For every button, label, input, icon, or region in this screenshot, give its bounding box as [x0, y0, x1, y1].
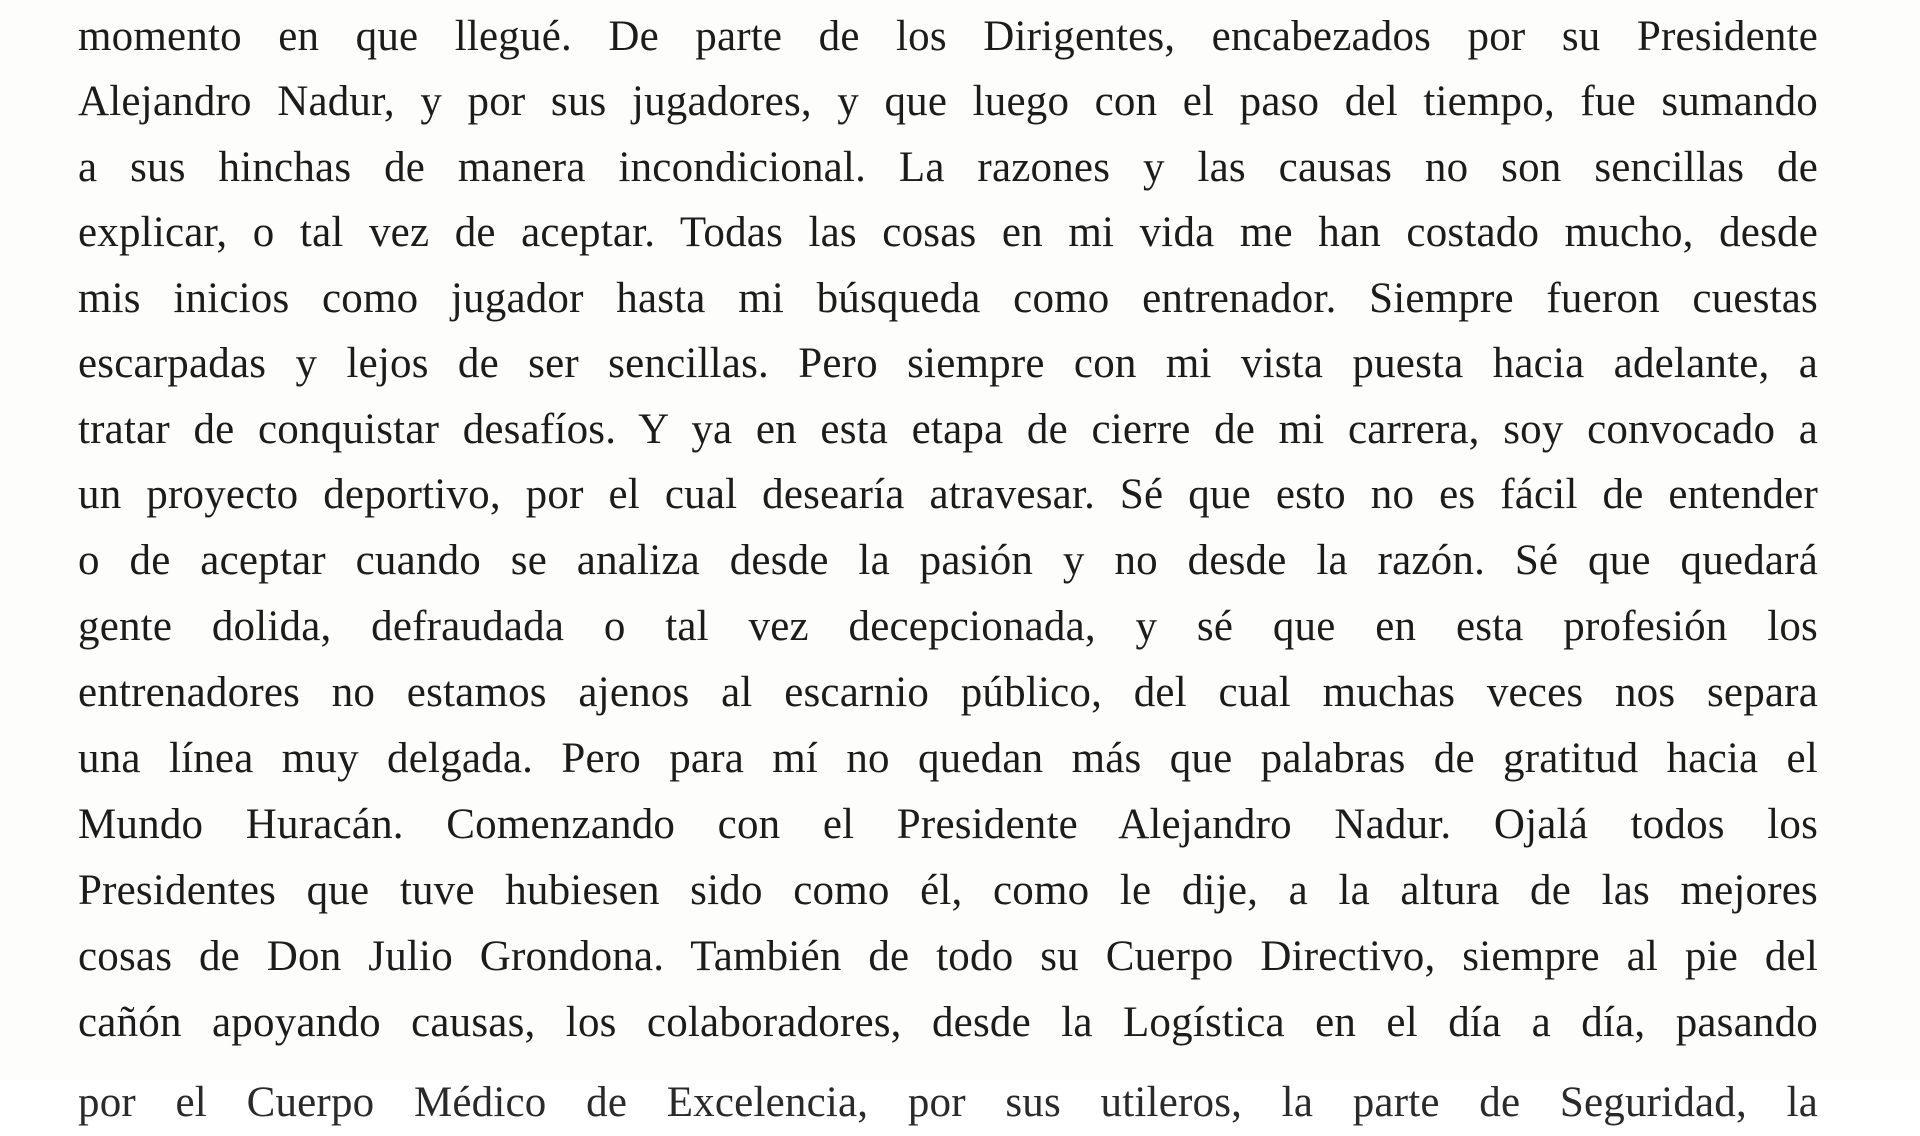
text-line: Presidentes que tuve hubiesen sido como él, como le dije, a la altura de las mejores — [78, 867, 1818, 914]
text-line-cut-off: por el Cuerpo Médico de Excelencia, por sus utileros, la parte de Seguridad, la — [78, 1079, 1818, 1126]
text-line: una línea muy delgada. Pero para mí no quedan más que palabras de gratitud hacia el — [78, 735, 1818, 782]
text-line: momento en que llegué. De parte de los Dirigentes, encabezados por su Presidente — [78, 13, 1818, 60]
letter-body — [78, 0, 1818, 1126]
text-line: a sus hinchas de manera incondicional. La razones y las causas no son sencillas de — [78, 144, 1818, 191]
text-line: tratar de conquistar desafíos. Y ya en esta etapa de cierre de mi carrera, soy convocado a — [78, 406, 1818, 453]
text-line: explicar, o tal vez de aceptar. Todas las cosas en mi vida me han costado mucho, desde — [78, 209, 1818, 256]
text-line: escarpadas y lejos de ser sencillas. Pero siempre con mi vista puesta hacia adelante, a — [78, 340, 1818, 387]
text-line: cosas de Don Julio Grondona. También de todo su Cuerpo Directivo, siempre al pie del — [78, 933, 1818, 980]
text-line: Mundo Huracán. Comenzando con el Presidente Alejandro Nadur. Ojalá todos los — [78, 801, 1818, 848]
text-line: o de aceptar cuando se analiza desde la pasión y no desde la razón. Sé que quedará — [78, 537, 1818, 584]
text-line: mis inicios como jugador hasta mi búsqueda como entrenador. Siempre fueron cuestas — [78, 275, 1818, 322]
text-line: entrenadores no estamos ajenos al escarnio público, del cual muchas veces nos separa — [78, 669, 1818, 716]
text-line: un proyecto deportivo, por el cual desearía atravesar. Sé que esto no es fácil de entender — [78, 471, 1818, 518]
text-line: Alejandro Nadur, y por sus jugadores, y que luego con el paso del tiempo, fue sumando — [78, 78, 1818, 125]
text-line: cañón apoyando causas, los colaboradores, desde la Logística en el día a día, pasando — [78, 999, 1818, 1046]
text-line: gente dolida, defraudada o tal vez decepcionada, y sé que en esta profesión los — [78, 603, 1818, 650]
